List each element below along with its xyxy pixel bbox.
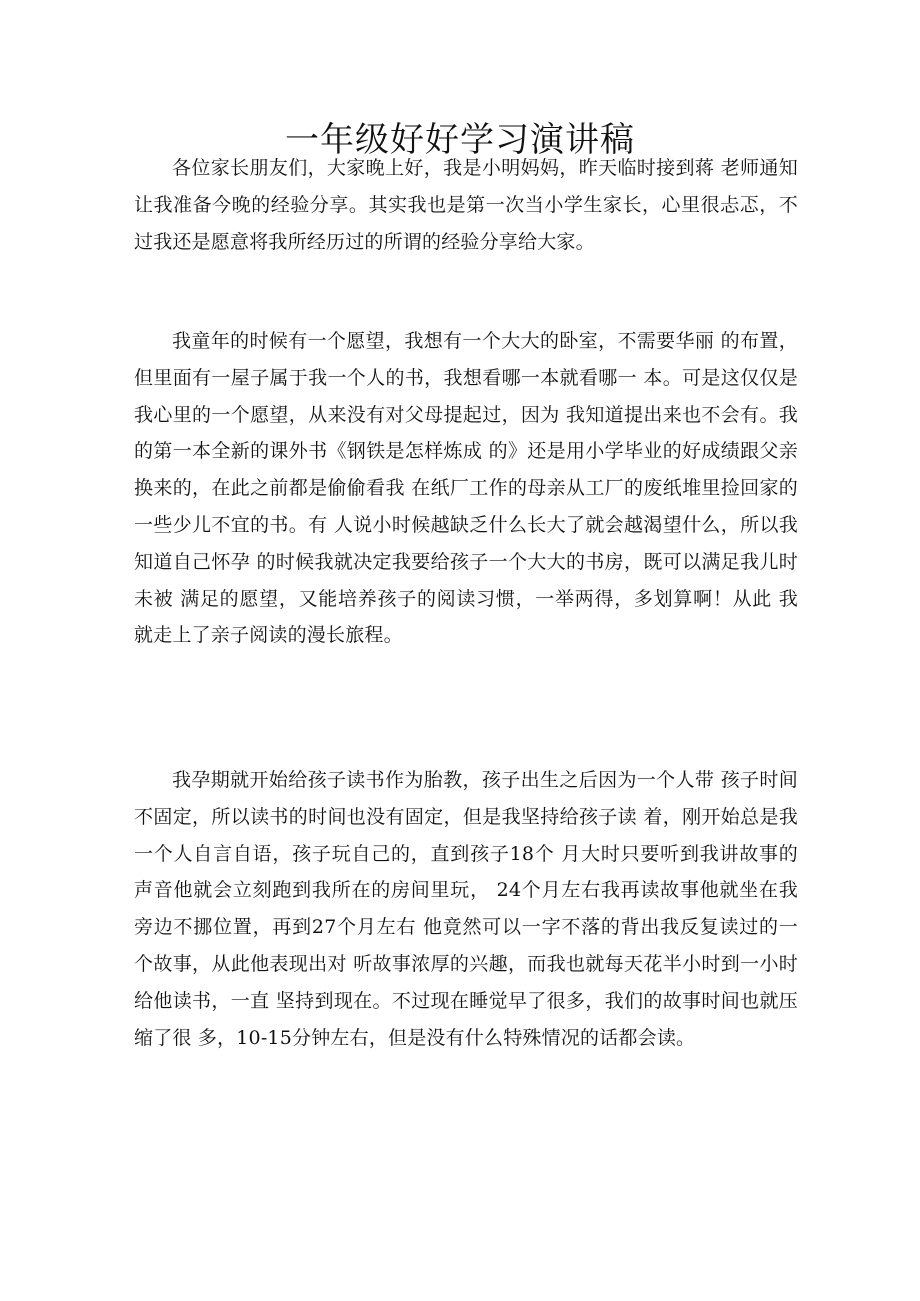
document-title: 一年级好好学习演讲稿 (285, 120, 635, 160)
paragraph-2: 我童年的时候有一个愿望，我想有一个大大的卧室，不需要华丽 的布置，但里面有一屋子属于我一个人的书，我想看哪一本就看哪一 本。可是这仅仅是我心里的一个愿望，从来没有对父母提起过，因为 我知道提出来也不会有。我的第一本全新的课外书《钢铁是怎样炼成 的》还是用小学毕业的好成绩跟父亲换来的，在此之前都是偷偷看我 在纸厂工作的母亲从工厂的废纸堆里捡回家的一些少儿不宜的书。有 人说小时候越缺乏什么长大了就会越渴望什么，所以我知道自己怀孕 的时候我就决定我要给孩子一个大大的书房，既可以满足我儿时未被 满足的愿望，又能培养孩子的阅读习惯，一举两得，多划算啊！从此 我就走上了亲子阅读的漫长旅程。 (134, 330, 798, 647)
paragraph-1: 各位家长朋友们，大家晚上好，我是小明妈妈，昨天临时接到蒋 老师通知让我准备今晚的经验分享。其实我也是第一次当小学生家长，心里很忐忑，不过我还是愿意将我所经历过的所谓的经验分享给大家。 (134, 157, 798, 253)
paragraph-3: 我孕期就开始给孩子读书作为胎教，孩子出生之后因为一个人带 孩子时间不固定，所以读书的时间也没有固定，但是我坚持给孩子读 着，刚开始总是我一个人自言自语，孩子玩自己的，直到孩子18个 月大时只要听到我讲故事的声音他就会立刻跑到我所在的房间里玩， 24个月左右我再读故事他就坐在我旁边不挪位置，再到27个月左右 他竟然可以一字不落的背出我反复读过的一个故事，从此他表现出对 听故事浓厚的兴趣，而我也就每天花半小时到一小时给他读书，一直 坚持到现在。不过现在睡觉早了很多，我们的故事时间也就压缩了很 多，10-15分钟左右，但是没有什么特殊情况的话都会读。 (134, 769, 798, 1049)
